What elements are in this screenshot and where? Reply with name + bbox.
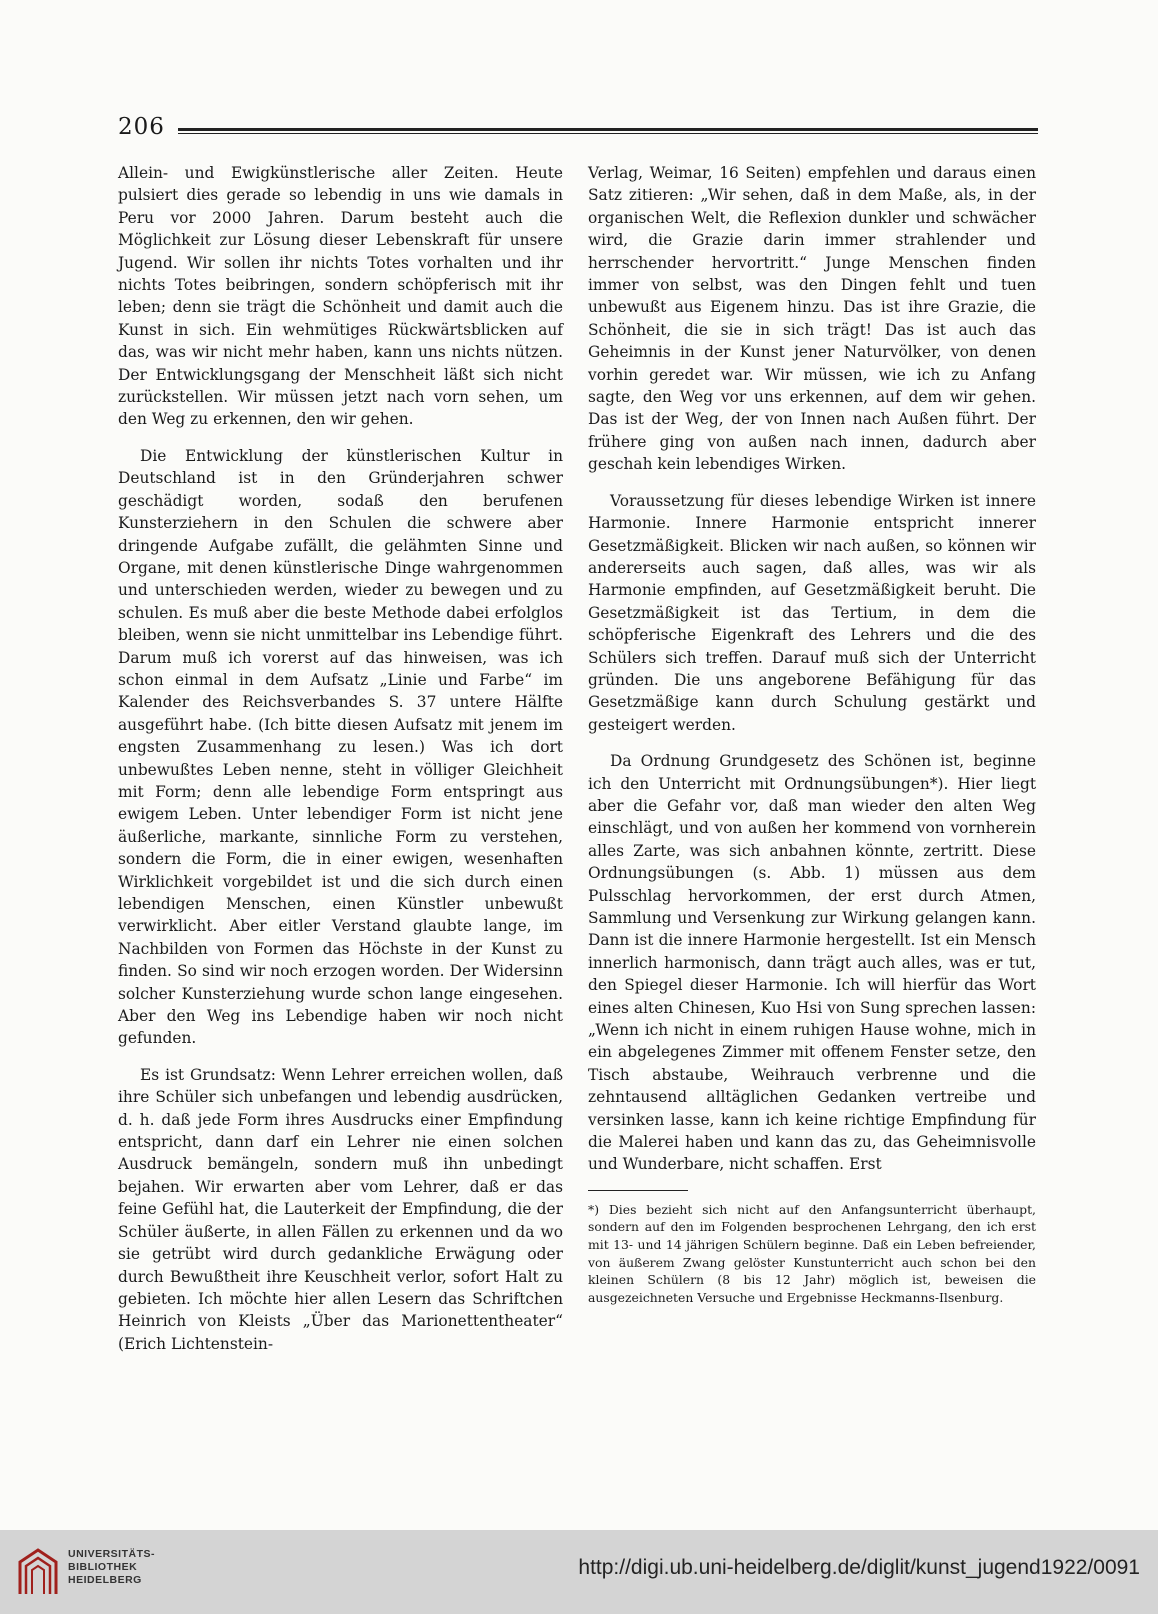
- footer-bar: [0, 1530, 1158, 1614]
- ub-heidelberg-logo-icon[interactable]: [14, 1544, 62, 1600]
- right-column: [588, 162, 1036, 1320]
- paragraph: Voraussetzung für dieses lebendige Wirken ist innere Harmonie. Innere Harmonie entspricht innerer Gesetzmäßigkeit. Blicken wir nach außen, so können wir andererseits auch sagen, daß alles, was wir als Harmonie empfinden, auf Gesetzmäßigkeit beruht. Die Gesetzmäßigkeit ist das Tertium, in dem die schöpferische Eigenkraft des Lehrers und die des Schülers sich treffen. Darauf muß sich der Unterricht gründen. Die uns angeborene Befähigung für das Gesetzmäßige kann durch Schulung gestärkt und gesteigert werden.: [588, 491, 1036, 734]
- paragraph: Allein- und Ewigkünstlerische aller Zeiten. Heute pulsiert dies gerade so lebendig in uns wie damals in Peru vor 2000 Jahren. Darum besteht auch die Möglichkeit zur Lösung dieser Lebenskraft für unsere Jugend. Wir sollen ihr nichts Totes vorhalten und ihr nichts Totes beibringen, sondern schöpferisch mit ihr leben; denn sie trägt die Schönheit und damit auch die Kunst in sich. Ein wehmütiges Rückwärtsblicken auf das, was wir nicht mehr haben, kann uns nichts nützen. Der Entwicklungsgang der Menschheit läßt sich nicht zurückstellen. Wir müssen jetzt nach vorn sehen, um den Weg zu erkennen, den wir gehen.: [118, 164, 563, 429]
- header-rule: [178, 128, 1038, 134]
- left-column: [118, 162, 563, 1369]
- footnote: *) Dies bezieht sich nicht auf den Anfangsunterricht überhaupt, sondern auf den im Folgenden besprochenen Lehrgang, den ich erst mit 13- und 14 jährigen Schülern beginne. Daß ein Leben befreiender, von äußerem Zwang gelöster Kunstunterricht auch schon bei den kleinen Schülern (8 bis 12 Jahr) möglich ist, beweisen die ausgezeichneten Versuche und Ergebnisse Heckmanns-Ilsenburg.: [588, 1201, 1036, 1305]
- source-url[interactable]: http://digi.ub.uni-heidelberg.de/diglit/kunst_jugend1922/0091: [578, 1556, 1140, 1579]
- paragraph: Da Ordnung Grundgesetz des Schönen ist, beginne ich den Unterricht mit Ordnungsübungen*). Hier liegt aber die Gefahr vor, daß man wieder den alten Weg einschlägt, und von außen her kommend von vornherein alles Zarte, was sich anbahnen könnte, zertritt. Diese Ordnungsübungen (s. Abb. 1) müssen aus dem Pulsschlag hervorkommen, der erst durch Atmen, Sammlung und Versenkung zur Wirkung gelangen kann. Dann ist die innere Harmonie hergestellt. Ist ein Mensch innerlich harmonisch, dann trägt auch alles, was er tut, den Spiegel dieser Harmonie. Ich will hierfür das Wort eines alten Chinesen, Kuo Hsi von Sung sprechen lassen: „Wenn ich nicht in einem ruhigen Hause wohne, mich in ein abgelegenes Zimmer mit offenem Fenster setze, den Tisch abstaube, Weihrauch verbrenne und die zehntausend alltäglichen Gedanken vertreibe und versinken lasse, kann ich keine richtige Empfindung für die Malerei haben und kann das zu, das Geheimnisvolle und Wunderbare, nicht schaffen. Erst: [588, 752, 1036, 1174]
- paragraph: Verlag, Weimar, 16 Seiten) empfehlen und daraus einen Satz zitieren: „Wir sehen, daß in dem Maße, als, in der organischen Welt, die Reflexion dunkler und schwächer wird, die Grazie darin immer strahlender und herrschender hervortritt.“ Junge Menschen finden immer von selbst, was den Dingen fehlt und tuen unbewußt aus Eigenem hinzu. Das ist ihre Grazie, die Schönheit, die sie in sich trägt! Das ist auch das Geheimnis in der Kunst jener Naturvölker, von denen vorhin geredet war. Wir müssen, wie ich zu Anfang sagte, den Weg vor uns erkennen, auf dem wir gehen. Das ist der Weg, der von Innen nach Außen führt. Der frühere ging von außen nach innen, dadurch aber geschah kein lebendiges Wirken.: [588, 164, 1036, 474]
- paragraph: Die Entwicklung der künstlerischen Kultur in Deutschland ist in den Gründerjahren schwer geschädigt worden, sodaß den berufenen Kunsterziehern in den Schulen die schwere aber dringende Aufgabe zufällt, die gelähmten Sinne und Organe, mit denen künstlerische Dinge wahrgenommen und unterschieden werden, wieder zu bewegen und zu schulen. Es muß aber die beste Methode dabei erfolglos bleiben, wenn sie nicht unmittelbar ins Lebendige führt. Darum muß ich vorerst auf das hinweisen, was ich schon einmal in dem Aufsatz „Linie und Farbe“ im Kalender des Reichsverbandes S. 37 untere Hälfte ausgeführt habe. (Ich bitte diesen Aufsatz mit jenem im engsten Zusammenhang zu lesen.) Was ich dort unbewußtes Leben nenne, steht in völliger Gleichheit mit Form; denn alle lebendige Form entspringt aus ewigem Leben. Unter lebendiger Form ist nicht jene äußerliche, markante, sinnliche Form zu verstehen, sondern die Form, die in einer ewigen, wesenhaften Wirklichkeit vorgebildet ist und die sich durch einen lebendigen Menschen, einen Künstler unbewußt verwirklicht. Aber eitler Verstand glaubte lange, im Nachbilden von Formen das Höchste in der Kunst zu finden. So sind wir noch erzogen worden. Der Widersinn solcher Kunsterziehung wurde schon lange eingesehen. Aber den Weg ins Lebendige haben wir noch nicht gefunden.: [118, 446, 563, 1048]
- footnote-rule: [588, 1190, 688, 1191]
- library-name-line: HEIDELBERG: [68, 1574, 142, 1586]
- page-number: 206: [118, 114, 165, 140]
- paragraph: Es ist Grundsatz: Wenn Lehrer erreichen wollen, daß ihre Schüler sich unbefangen und lebendig ausdrücken, d. h. daß jede Form ihres Ausdrucks einer Empfindung entspricht, dann darf ein Lehrer nie einen solchen Ausdruck bemängeln, sondern muß ihn unbedingt bejahen. Wir erwarten aber vom Lehrer, daß er das feine Gefühl hat, die Lauterkeit der Empfindung, die der Schüler äußerte, in allen Fällen zu erkennen und da wo sie getrübt wird durch gedankliche Erwägung oder durch Bewußtheit ihre Keuschheit verlor, sofort Halt zu gebieten. Ich möchte hier allen Lesern das Schriftchen Heinrich von Kleists „Über das Marionettentheater“ (Erich Lichtenstein-: [118, 1065, 563, 1353]
- page-header: [118, 114, 1038, 144]
- library-name[interactable]: [68, 1548, 155, 1587]
- library-name-line: BIBLIOTHEK: [68, 1561, 138, 1573]
- library-name-line: UNIVERSITÄTS-: [68, 1548, 156, 1560]
